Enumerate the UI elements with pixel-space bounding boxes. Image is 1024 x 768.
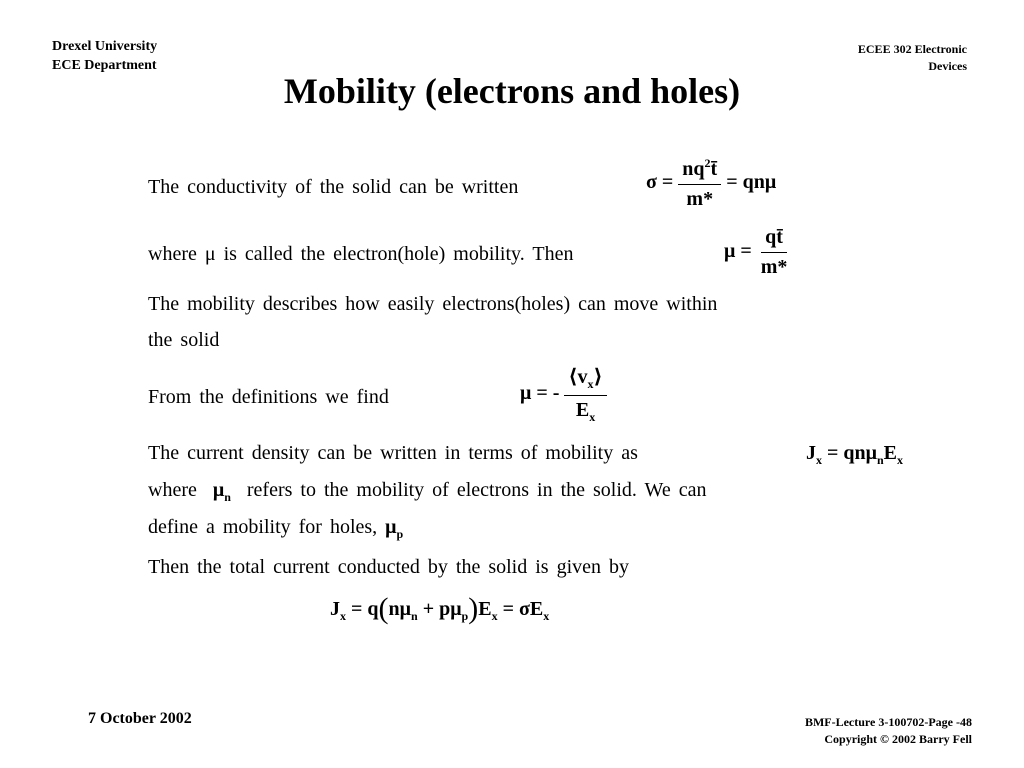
text-line-the-solid: the solid xyxy=(148,329,220,351)
copyright-notice: Copyright © 2002 Barry Fell xyxy=(824,732,972,746)
mu-n-symbol: $\mu_n$ xyxy=(212,479,231,504)
slide-title: Mobility (electrons and holes) xyxy=(283,71,741,111)
university-name: Drexel University xyxy=(52,39,158,54)
current-density-equation: $J_x = qn\mu_nE_x$ xyxy=(806,442,904,467)
text-line-mobility-definition: where μ is called the electron(hole) mobility. Then xyxy=(148,243,574,265)
text-line-definitions: From the definitions we find xyxy=(148,386,389,408)
electron-mobility-text: refers to the mobility of electrons in the solid. We can xyxy=(246,479,707,501)
hole-mobility-text: define a mobility for holes, xyxy=(148,516,378,538)
lecture-page-ref: BMF-Lecture 3-100702-Page -48 xyxy=(804,715,972,729)
text-line-current-density: The current density can be written in terms of mobility as xyxy=(148,442,638,464)
text-line-where-mun xyxy=(148,479,706,505)
footer-date: 7 October 2002 xyxy=(88,710,192,727)
department-name: ECE Department xyxy=(52,58,157,73)
mu-p-symbol: $\mu_p$ xyxy=(385,516,404,541)
mobility-drift-equation: μ = - $\frac{⟨v_x⟩}{E_x}$ xyxy=(520,364,607,425)
total-current-equation: $J_x = q(n\mu_n + p\mu_p)E_x = \sigma E_x$ xyxy=(330,592,550,625)
text-line-total-current: Then the total current conducted by the solid is given by xyxy=(148,556,629,578)
mobility-equation: μ = $\frac{qt̄}{m*}$ xyxy=(724,226,788,278)
text-line-hole-mobility xyxy=(148,516,403,542)
text-line-mobility-description: The mobility describes how easily electrons(holes) can move within xyxy=(148,293,718,315)
conductivity-equation: σ = $\frac{nq^2t̄}{m*}$ = qnμ xyxy=(646,156,777,210)
footer-reference xyxy=(805,714,972,748)
course-name-line2: Devices xyxy=(928,59,967,73)
course-name-line1: ECEE 302 Electronic xyxy=(857,42,967,56)
where-word: where xyxy=(148,479,197,501)
text-line-conductivity: The conductivity of the solid can be written xyxy=(148,176,519,198)
